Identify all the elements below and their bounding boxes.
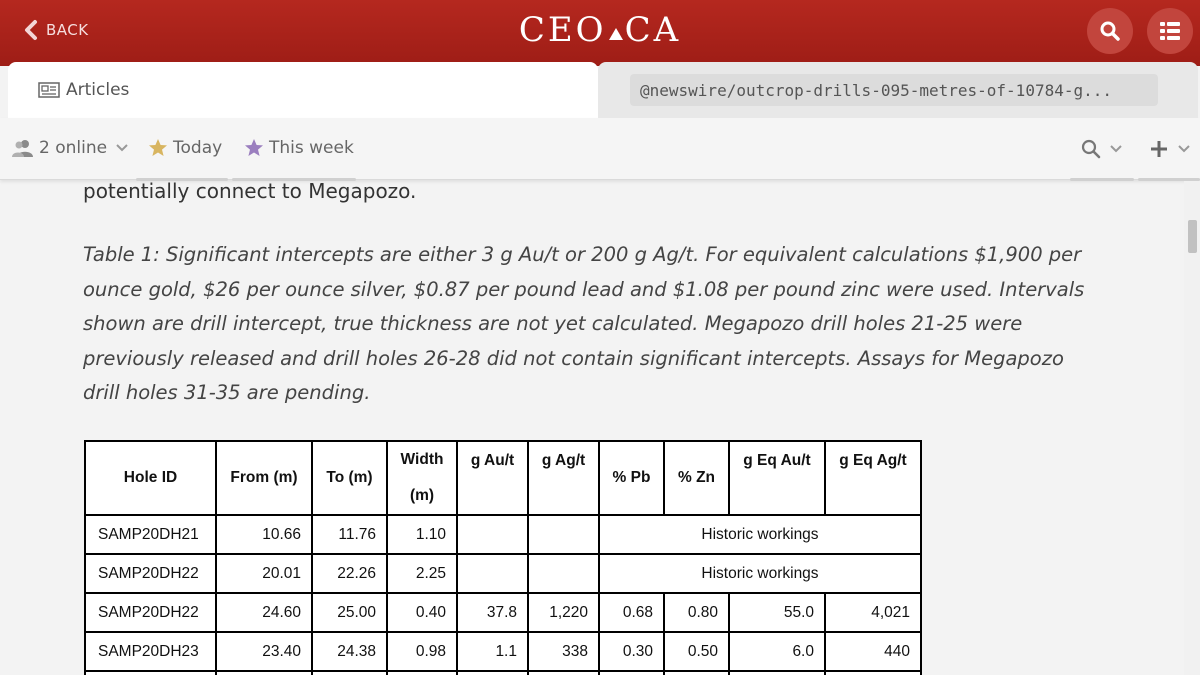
caption-line: previously released and drill holes 26-28 did not contain significant intercepts. Assays for Megapozo xyxy=(83,346,1064,370)
header-eq-ag: g Eq Ag/t xyxy=(825,441,921,515)
back-label: BACK xyxy=(46,21,89,39)
add-dropdown[interactable] xyxy=(1148,138,1196,160)
caption-line: Table 1: Significant intercepts are either 3 g Au/t or 200 g Ag/t. For equivalent calculations $1,900 per xyxy=(83,243,1082,266)
header-hole-id: Hole ID xyxy=(85,441,216,515)
cell-au: 1.1 xyxy=(457,632,528,671)
toolbar-search-dropdown[interactable] xyxy=(1080,138,1128,160)
cell-eq-ag: 440 xyxy=(825,632,921,671)
table-caption xyxy=(83,238,1113,411)
cell-width: 0.40 xyxy=(387,593,457,632)
star-icon xyxy=(148,138,168,158)
header-from: From (m) xyxy=(216,441,312,515)
cell-width: 1.10 xyxy=(387,515,457,554)
table-row xyxy=(85,593,921,632)
table-header-row xyxy=(85,441,921,515)
cell-from: 23.40 xyxy=(216,632,312,671)
search-button[interactable] xyxy=(1087,8,1133,54)
cell-au xyxy=(457,554,528,593)
cell-zn: 0.50 xyxy=(664,632,729,671)
users-icon xyxy=(12,138,34,158)
cell-ag: 338 xyxy=(528,632,599,671)
header-ag: g Ag/t xyxy=(528,441,599,515)
list-menu-icon xyxy=(1158,19,1182,43)
cell-au xyxy=(457,515,528,554)
cell-hole: SAMP20DH22 xyxy=(85,554,216,593)
article-content xyxy=(0,181,1184,675)
header-width xyxy=(387,441,457,515)
table-row xyxy=(85,515,921,554)
cell-to: 24.38 xyxy=(312,632,387,671)
tab-articles-label: Articles xyxy=(66,80,130,100)
article-paragraph: potentially connect to Megapozo. xyxy=(83,181,417,203)
caption-line: drill holes 31-35 are pending. xyxy=(83,381,371,404)
newspaper-icon xyxy=(38,82,60,98)
plus-icon xyxy=(1148,138,1170,160)
menu-button[interactable] xyxy=(1147,8,1193,54)
logo-left: CEO xyxy=(518,10,607,50)
cell-pb: 0.30 xyxy=(599,632,664,671)
cell-zn: 0.80 xyxy=(664,593,729,632)
scrollbar-thumb[interactable] xyxy=(1188,220,1197,253)
header-width-line1: Width xyxy=(400,451,444,468)
cell-to: 11.76 xyxy=(312,515,387,554)
cell-ag: 1,220 xyxy=(528,593,599,632)
today-label: Today xyxy=(173,138,223,158)
top-bar xyxy=(0,0,1200,66)
cell-hole: SAMP20DH21 xyxy=(85,515,216,554)
online-users-dropdown[interactable] xyxy=(12,138,134,158)
chevron-down-icon xyxy=(1109,144,1123,154)
cell-to: 22.26 xyxy=(312,554,387,593)
caption-line: shown are drill intercept, true thickness are not yet calculated. Megapozo drill holes 21-25 were xyxy=(83,312,1023,335)
cell-width: 0.98 xyxy=(387,632,457,671)
chevron-down-icon xyxy=(115,143,129,153)
cell-ag xyxy=(528,554,599,593)
search-icon xyxy=(1080,138,1102,160)
online-label: 2 online xyxy=(39,138,108,158)
this-week-filter[interactable] xyxy=(244,138,354,158)
cell-from: 20.01 xyxy=(216,554,312,593)
header-au: g Au/t xyxy=(457,441,528,515)
header-eq-au: g Eq Au/t xyxy=(729,441,825,515)
cell-ag xyxy=(528,515,599,554)
table-row xyxy=(85,554,921,593)
intercepts-table xyxy=(84,440,922,675)
cell-au: 37.8 xyxy=(457,593,528,632)
cell-from: 10.66 xyxy=(216,515,312,554)
toolbar xyxy=(0,118,1200,180)
scrollbar-track[interactable] xyxy=(1184,181,1200,675)
cell-note: Historic workings xyxy=(599,515,921,554)
search-icon xyxy=(1098,19,1122,43)
table-row-partial xyxy=(85,671,921,675)
cell-eq-ag: 4,021 xyxy=(825,593,921,632)
site-logo[interactable] xyxy=(0,10,1200,50)
today-filter[interactable] xyxy=(148,138,222,158)
cell-width: 2.25 xyxy=(387,554,457,593)
cell-hole: SAMP20DH23 xyxy=(85,632,216,671)
cell-pb: 0.68 xyxy=(599,593,664,632)
table-row xyxy=(85,632,921,671)
article-url-field[interactable]: @newswire/outcrop-drills-095-metres-of-10784-g... xyxy=(630,74,1158,106)
header-to: To (m) xyxy=(312,441,387,515)
tab-articles[interactable] xyxy=(8,62,598,118)
caption-line: ounce gold, $26 per ounce silver, $0.87 per pound lead and $1.08 per pound zinc were used. Intervals xyxy=(83,277,1085,301)
logo-triangle-icon xyxy=(609,28,623,40)
header-width-line2: (m) xyxy=(409,487,435,504)
logo-right: CA xyxy=(624,10,682,50)
header-zn: % Zn xyxy=(664,441,729,515)
week-label: This week xyxy=(269,138,354,158)
cell-from: 24.60 xyxy=(216,593,312,632)
cell-hole: SAMP20DH22 xyxy=(85,593,216,632)
cell-note: Historic workings xyxy=(599,554,921,593)
cell-to: 25.00 xyxy=(312,593,387,632)
cell-eq-au: 6.0 xyxy=(729,632,825,671)
cell-eq-au: 55.0 xyxy=(729,593,825,632)
star-icon xyxy=(244,138,264,158)
chevron-down-icon xyxy=(1177,144,1191,154)
header-pb: % Pb xyxy=(599,441,664,515)
